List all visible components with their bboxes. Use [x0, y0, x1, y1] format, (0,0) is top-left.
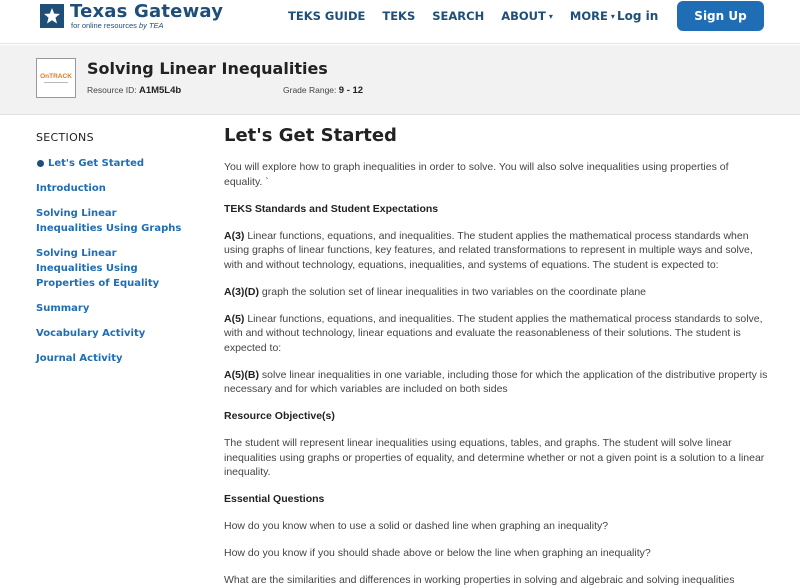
- nav-teks[interactable]: TEKS: [382, 9, 416, 23]
- essential-question: How do you know when to use a solid or dashed line when graphing an inequality?: [224, 520, 609, 532]
- nav-about[interactable]: ABOUT ▾: [501, 9, 553, 23]
- intro-text: You will explore how to graph inequalities in order to solve. You will also solve inequalities using properties of equality. `: [224, 161, 729, 188]
- nav-teks-guide[interactable]: TEKS GUIDE: [288, 9, 366, 23]
- standard-a5b: A(5)(B) solve linear inequalities in one variable, including those for which the application of the distributive property is necessary and for which variables are included on both sides: [224, 368, 768, 395]
- standard-a5: A(5) Linear functions, equations, and inequalities. The student applies the mathematical process standards to solve, with and without technology, linear equations and evaluate the reasonableness of their solutions. The student is expected to:: [224, 312, 763, 354]
- grade-range: Grade Range: 9 - 12: [283, 85, 364, 96]
- resource-title: Solving Linear Inequalities: [87, 59, 328, 78]
- sections-sidebar: [36, 131, 206, 376]
- essential-question: How do you know if you should shade above or below the line when graphing an inequality?: [224, 547, 651, 559]
- ontrack-logo: OnTRACK: [40, 73, 72, 80]
- sidebar-item-lets-get-started[interactable]: Let's Get Started: [36, 156, 206, 171]
- teks-heading: TEKS Standards and Student Expectations: [224, 202, 439, 215]
- logo-title: Texas Gateway: [70, 1, 224, 22]
- page-title: Let's Get Started: [224, 125, 397, 146]
- logo-subtitle: for online resources by TEA: [71, 21, 164, 30]
- chevron-down-icon: ▾: [548, 12, 553, 21]
- main-content: [224, 125, 769, 588]
- login-link[interactable]: Log in: [617, 9, 659, 23]
- star-icon: [40, 4, 64, 28]
- sidebar-item-introduction[interactable]: Introduction: [36, 183, 106, 194]
- sidebar-item-summary[interactable]: Summary: [36, 303, 90, 314]
- nav-more[interactable]: MORE ▾: [569, 9, 615, 23]
- sign-up-button[interactable]: Sign Up: [677, 1, 764, 31]
- sidebar-item-using-properties[interactable]: Solving Linear Inequalities Using Properties of Equality: [36, 248, 160, 289]
- chevron-down-icon: ▾: [610, 12, 615, 21]
- essential-questions-heading: Essential Questions: [224, 493, 325, 505]
- resource-id: Resource ID: A1M5L4b: [87, 85, 182, 96]
- standard-a3d: A(3)(D) graph the solution set of linear inequalities in two variables on the coordinate plane: [224, 285, 646, 298]
- resource-thumbnail: [36, 58, 76, 98]
- sidebar-item-vocabulary-activity[interactable]: Vocabulary Activity: [36, 328, 146, 339]
- sidebar-item-using-graphs[interactable]: Solving Linear Inequalities Using Graphs: [36, 208, 182, 234]
- standard-a3: A(3) Linear functions, equations, and inequalities. The student applies the mathematical process standards when using graphs of linear functions, key features, and related transformations to represent in multiple ways and solve, with and without technology, equations, inequalities, and systems of equations. The student is expected to:: [224, 229, 753, 271]
- top-navigation: [0, 0, 800, 44]
- texas-gateway-logo[interactable]: [40, 0, 223, 30]
- objective-text: The student will represent linear inequalities using equations, tables, and graphs. The student will solve linear inequalities using graphs or properties of equality, and determine whether or not a given point is a solution to a linear inequality.: [224, 437, 765, 478]
- main-nav: [288, 9, 632, 24]
- resource-header: [0, 45, 800, 115]
- sidebar-item-journal-activity[interactable]: Journal Activity: [36, 353, 123, 364]
- objective-heading: Resource Objective(s): [224, 410, 335, 422]
- sections-heading: SECTIONS: [36, 131, 94, 144]
- essential-question: What are the similarities and differences in working properties in solving and algebraic and solving inequalities: [224, 574, 735, 586]
- nav-search[interactable]: SEARCH: [432, 9, 485, 23]
